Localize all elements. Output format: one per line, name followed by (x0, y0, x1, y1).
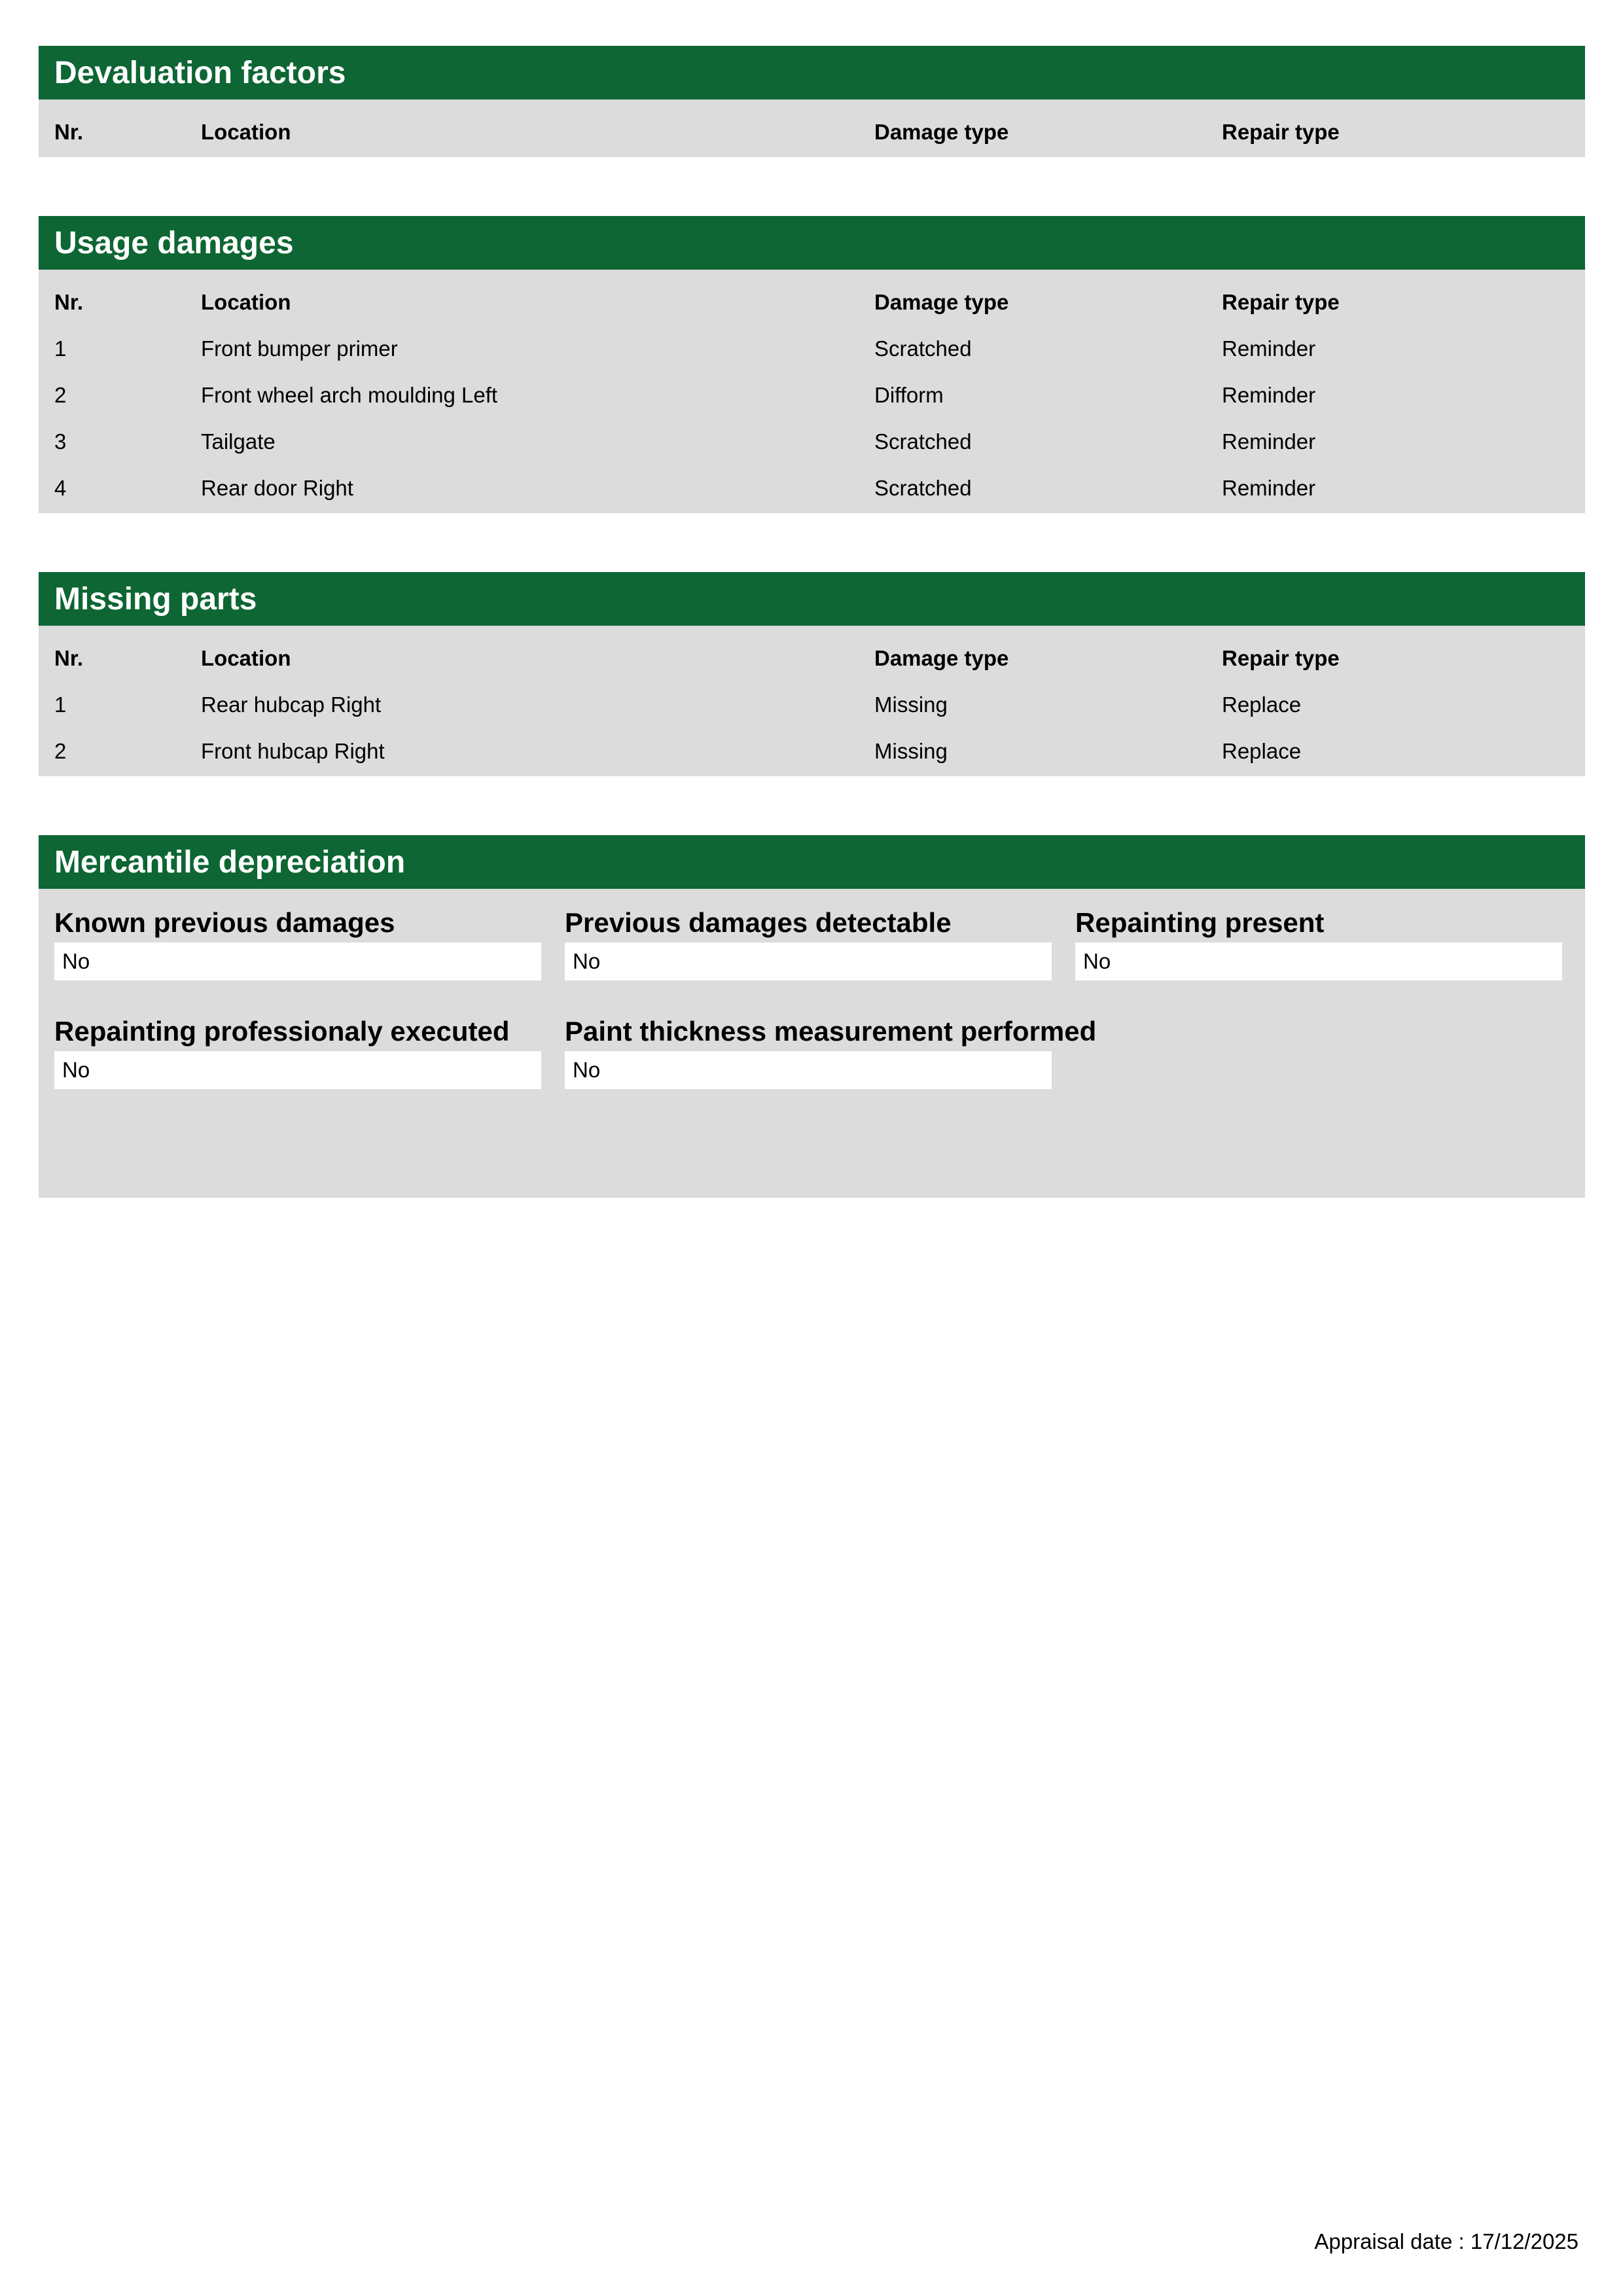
mercantile-depreciation-title: Mercantile depreciation (39, 835, 1585, 889)
table-row (39, 372, 1585, 418)
row-damage-type: Scratched (874, 476, 972, 500)
mercantile-depreciation-panel (39, 889, 1585, 1198)
paint-thickness-measurement-label: Paint thickness measurement performed (565, 1016, 1097, 1047)
row-repair-type: Reminder (1222, 476, 1316, 500)
column-header-damage-type: Damage type (874, 290, 1009, 314)
table-row (39, 728, 1585, 774)
known-previous-damages-value: No (54, 942, 541, 980)
usage-damages-title: Usage damages (39, 216, 1585, 270)
row-location: Tailgate (201, 429, 276, 454)
previous-damages-detectable-label: Previous damages detectable (565, 907, 952, 938)
missing-parts-section (39, 572, 1585, 776)
column-header-location: Location (201, 120, 291, 144)
column-header-damage-type: Damage type (874, 646, 1009, 670)
row-damage-type: Difform (874, 383, 944, 407)
repainting-professionaly-executed-field (54, 1013, 541, 1089)
column-header-nr: Nr. (54, 290, 84, 314)
row-nr: 4 (54, 476, 67, 500)
row-nr: 2 (54, 739, 67, 763)
mercantile-depreciation-section (39, 835, 1585, 1198)
repainting-professionaly-executed-value: No (54, 1051, 541, 1089)
row-damage-type: Missing (874, 692, 948, 717)
column-header-location: Location (201, 646, 291, 670)
column-header-damage-type: Damage type (874, 120, 1009, 144)
table-header-row (39, 635, 1585, 681)
row-location: Rear door Right (201, 476, 353, 500)
devaluation-factors-table (39, 99, 1585, 157)
row-nr: 3 (54, 429, 67, 454)
missing-parts-title: Missing parts (39, 572, 1585, 626)
column-header-repair-type: Repair type (1222, 120, 1340, 144)
repainting-present-value: No (1075, 942, 1562, 980)
row-damage-type: Missing (874, 739, 948, 763)
row-repair-type: Reminder (1222, 336, 1316, 361)
table-row (39, 681, 1585, 728)
column-header-nr: Nr. (54, 120, 84, 144)
previous-damages-detectable-field (565, 905, 1052, 980)
row-nr: 1 (54, 336, 67, 361)
appraisal-date: Appraisal date : 17/12/2025 (1314, 2229, 1578, 2253)
known-previous-damages-field (54, 905, 541, 980)
row-location: Rear hubcap Right (201, 692, 382, 717)
known-previous-damages-label: Known previous damages (54, 907, 395, 938)
row-damage-type: Scratched (874, 336, 972, 361)
column-header-repair-type: Repair type (1222, 290, 1340, 314)
row-location: Front hubcap Right (201, 739, 385, 763)
paint-thickness-measurement-field (565, 1013, 1097, 1089)
row-repair-type: Reminder (1222, 429, 1316, 454)
repainting-present-field (1075, 905, 1562, 980)
paint-thickness-measurement-value: No (565, 1051, 1052, 1089)
repainting-professionaly-executed-label: Repainting professionaly executed (54, 1016, 510, 1047)
table-row (39, 325, 1585, 372)
column-header-repair-type: Repair type (1222, 646, 1340, 670)
row-nr: 2 (54, 383, 67, 407)
missing-parts-table (39, 626, 1585, 776)
usage-damages-table (39, 270, 1585, 513)
column-header-nr: Nr. (54, 646, 84, 670)
devaluation-factors-section (39, 46, 1585, 157)
row-location: Front wheel arch moulding Left (201, 383, 498, 407)
row-repair-type: Reminder (1222, 383, 1316, 407)
table-header-row (39, 109, 1585, 155)
row-repair-type: Replace (1222, 739, 1302, 763)
repainting-present-label: Repainting present (1075, 907, 1325, 938)
table-header-row (39, 279, 1585, 325)
row-repair-type: Replace (1222, 692, 1302, 717)
devaluation-factors-title: Devaluation factors (39, 46, 1585, 99)
row-nr: 1 (54, 692, 67, 717)
previous-damages-detectable-value: No (565, 942, 1052, 980)
table-row (39, 465, 1585, 511)
row-damage-type: Scratched (874, 429, 972, 454)
usage-damages-section (39, 216, 1585, 513)
table-row (39, 418, 1585, 465)
row-location: Front bumper primer (201, 336, 398, 361)
column-header-location: Location (201, 290, 291, 314)
